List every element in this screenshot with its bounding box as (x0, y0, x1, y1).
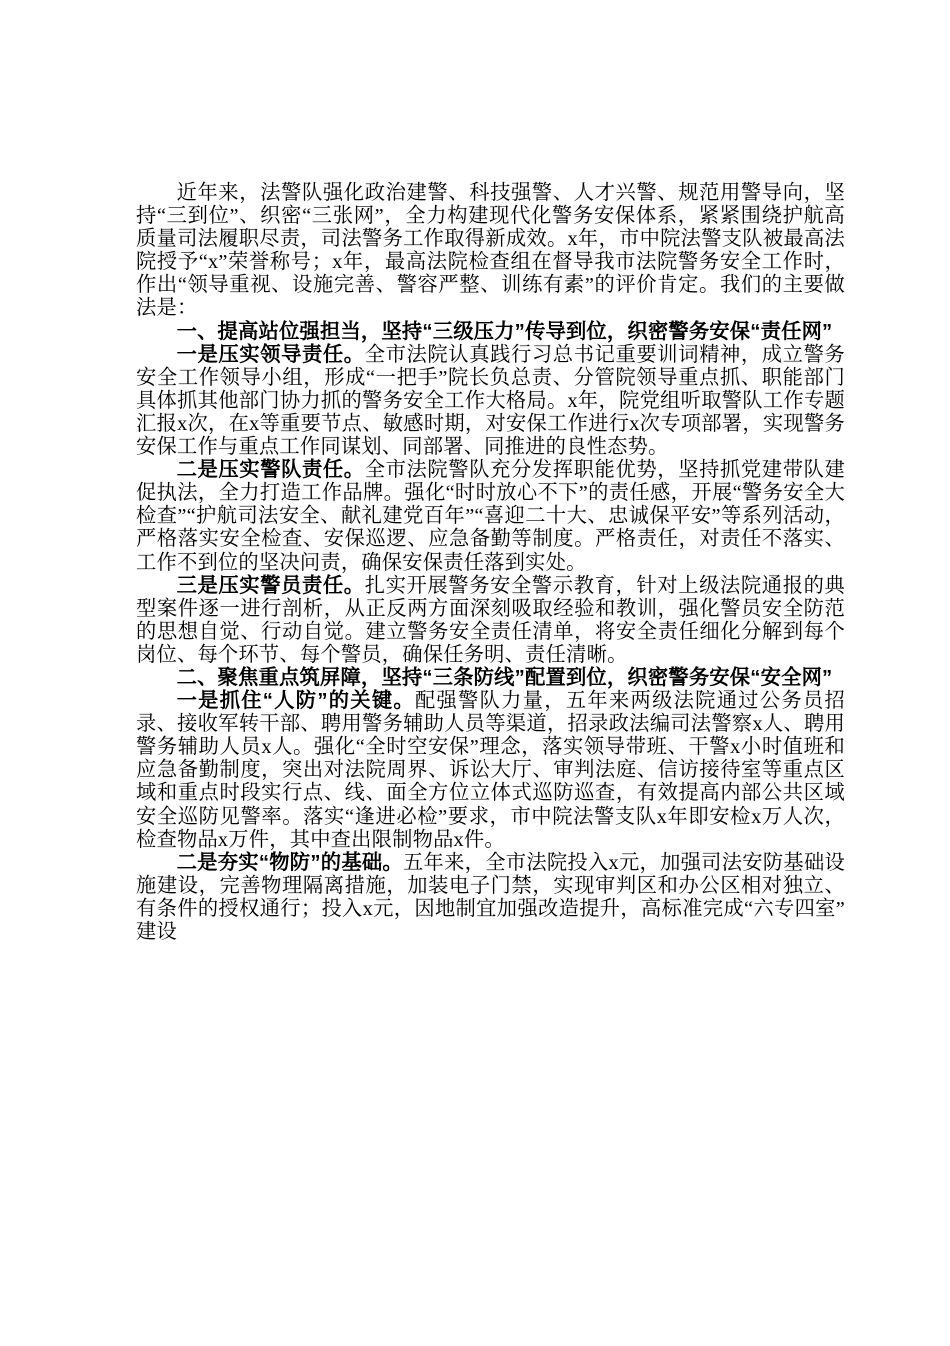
paragraph-text: 全市法院警队充分发挥职能优势，坚持抓党建带队建促执法，全力打造工作品牌。强化“时时放心不下”的责任感，开展“警务安全大检查”“护航司法安全、献礼建党百年”“喜迎二十大、忠诚保平安”等系列活动，严格落实安全检查、安保巡逻、应急备勤等制度。严格责任，对责任不落实、工作不到位的坚决问责，确保安保责任落到实处。 (136, 459, 845, 574)
paragraph-lead: 二是压实警队责任。 (176, 459, 365, 482)
heading-text: 一、提高站位强担当，坚持“三级压力”传导到位，织密警务安保“责任网” (176, 320, 833, 343)
paragraph-officer-responsibility (136, 575, 845, 667)
paragraph-text: 五年来，全市法院投入x元，加强司法安防基础设施建设，完善物理隔离措施，加装电子门禁，实现审判区和办公区相对独立、有条件的授权通行；投入x元，因地制宜加强改造提升，高标准完成“六专四室”建设 (136, 851, 845, 943)
paragraph-text: 配强警队力量，五年来两级法院通过公务员招录、接收军转干部、聘用警务辅助人员等渠道，招录政法编司法警察x人、聘用警务辅助人员x人。强化“全时空安保”理念，落实领导带班、干警x小时值班和应急备勤制度，突出对法院周界、诉讼大厅、审判法庭、信访接待室等重点区域和重点时段实行点、线、面全方位立体式巡防巡查，有效提高内部公共区域安全巡防见警率。落实“逢进必检”要求，市中院法警支队x年即安检x万人次，检查物品x万件，其中查出限制物品x件。 (136, 690, 845, 851)
paragraph-lead: 三是压实警员责任。 (176, 574, 365, 597)
document-text-block (136, 182, 845, 944)
paragraph-lead: 二是夯实“物防”的基础。 (176, 851, 403, 874)
paragraph-police-team-responsibility (136, 459, 845, 574)
paragraph-human-defense (136, 690, 845, 852)
section-1-heading (136, 321, 845, 344)
section-2-heading (136, 667, 845, 690)
paragraph-text: 全市法院认真践行习总书记重要训词精神，成立警务安全工作领导小组，形成“一把手”院长负总责、分管院领导重点抓、职能部门具体抓其他部门协力抓的警务安全工作大格局。x年，院党组听取警队工作专题汇报x次，在x等重要节点、敏感时期，对安保工作进行x次专项部署，实现警务安保工作与重点工作同谋划、同部署、同推进的良性态势。 (136, 343, 845, 459)
paragraph-leader-responsibility (136, 344, 845, 459)
paragraph-physical-defense (136, 852, 845, 944)
heading-text: 二、聚焦重点筑屏障，坚持“三条防线”配置到位，织密警务安保“安全网” (176, 666, 833, 689)
paragraph-text: 近年来，法警队强化政治建警、科技强警、人才兴警、规范用警导向，坚持“三到位”、织密“三张网”，全力构建现代化警务安保体系，紧紧围绕护航高质量司法履职尽责，司法警务工作取得新成效。x年，市中院法警支队被最高法院授予“x”荣誉称号；x年，最高法院检查组在督导我市法院警务安全工作时，作出“领导重视、设施完善、警容严整、训练有素”的评价肯定。我们的主要做法是： (136, 182, 845, 320)
paragraph-intro (136, 182, 845, 321)
paragraph-text: 扎实开展警务安全警示教育，针对上级法院通报的典型案件逐一进行剖析，从正反两方面深刻吸取经验和教训，强化警员安全防范的思想自觉、行动自觉。建立警务安全责任清单，将安全责任细化分解到每个岗位、每个环节、每个警员，确保任务明、责任清晰。 (136, 574, 845, 666)
paragraph-lead: 一是抓住“人防”的关键。 (176, 690, 415, 713)
paragraph-lead: 一是压实领导责任。 (176, 343, 365, 366)
